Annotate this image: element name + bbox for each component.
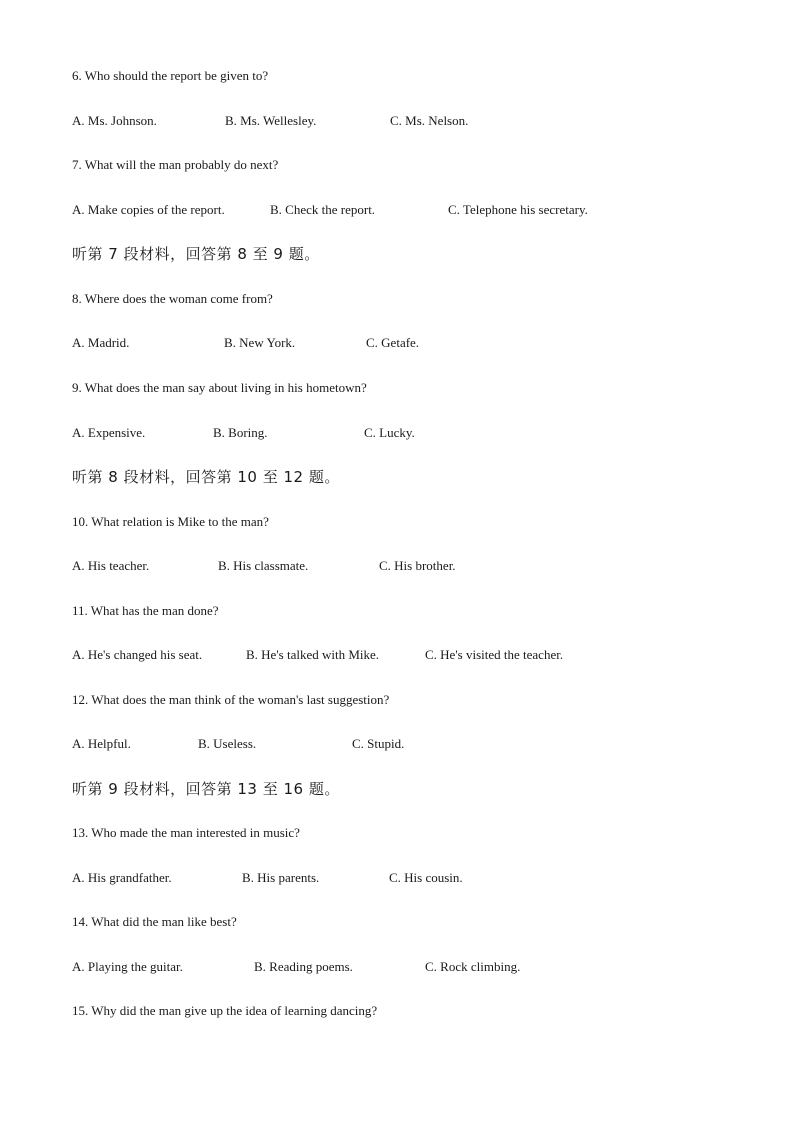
- option-a: A. His grandfather.: [72, 870, 172, 885]
- option-a: A. Expensive.: [72, 425, 146, 440]
- option-a: A. Madrid.: [72, 335, 130, 350]
- option-a: A. His teacher.: [72, 558, 150, 573]
- option-c: C. Lucky.: [364, 425, 415, 440]
- option-c: C. Telephone his secretary.: [448, 202, 588, 217]
- question-14: 14. What did the man like best?: [72, 914, 237, 929]
- question-13: 13. Who made the man interested in music?: [72, 825, 300, 840]
- option-a: A. He's changed his seat.: [72, 647, 203, 662]
- option-c: C. His cousin.: [389, 870, 463, 885]
- option-b: B. Ms. Wellesley.: [225, 113, 317, 128]
- question-15: 15. Why did the man give up the idea of learning dancing?: [72, 1003, 378, 1018]
- section-heading-8: 听第 8 段材料，回答第 10 至 12 题。: [72, 468, 340, 486]
- option-b: B. New York.: [224, 335, 296, 350]
- option-b: B. Reading poems.: [254, 959, 353, 974]
- option-b: B. His parents.: [242, 870, 320, 885]
- section-heading-7: 听第 7 段材料，回答第 8 至 9 题。: [72, 245, 320, 263]
- option-b: B. Check the report.: [270, 202, 376, 217]
- question-11: 11. What has the man done?: [72, 603, 219, 618]
- option-a: A. Ms. Johnson.: [72, 113, 157, 128]
- question-9: 9. What does the man say about living in his hometown?: [72, 380, 367, 395]
- option-c: C. Stupid.: [352, 736, 405, 751]
- option-b: B. Boring.: [213, 425, 268, 440]
- option-a: A. Playing the guitar.: [72, 959, 183, 974]
- option-b: B. Useless.: [198, 736, 257, 751]
- option-c: C. Ms. Nelson.: [390, 113, 469, 128]
- option-a: A. Make copies of the report.: [72, 202, 225, 217]
- option-a: A. Helpful.: [72, 736, 131, 751]
- question-6: 6. Who should the report be given to?: [72, 68, 269, 83]
- question-8: 8. Where does the woman come from?: [72, 291, 273, 306]
- question-7: 7. What will the man probably do next?: [72, 157, 279, 172]
- question-12: 12. What does the man think of the woman's last suggestion?: [72, 692, 390, 707]
- option-b: B. His classmate.: [218, 558, 309, 573]
- option-c: C. Getafe.: [366, 335, 420, 350]
- section-heading-9: 听第 9 段材料，回答第 13 至 16 题。: [72, 780, 340, 798]
- option-b: B. He's talked with Mike.: [246, 647, 380, 662]
- question-10: 10. What relation is Mike to the man?: [72, 514, 269, 529]
- option-c: C. His brother.: [379, 558, 456, 573]
- option-c: C. Rock climbing.: [425, 959, 521, 974]
- option-c: C. He's visited the teacher.: [425, 647, 564, 662]
